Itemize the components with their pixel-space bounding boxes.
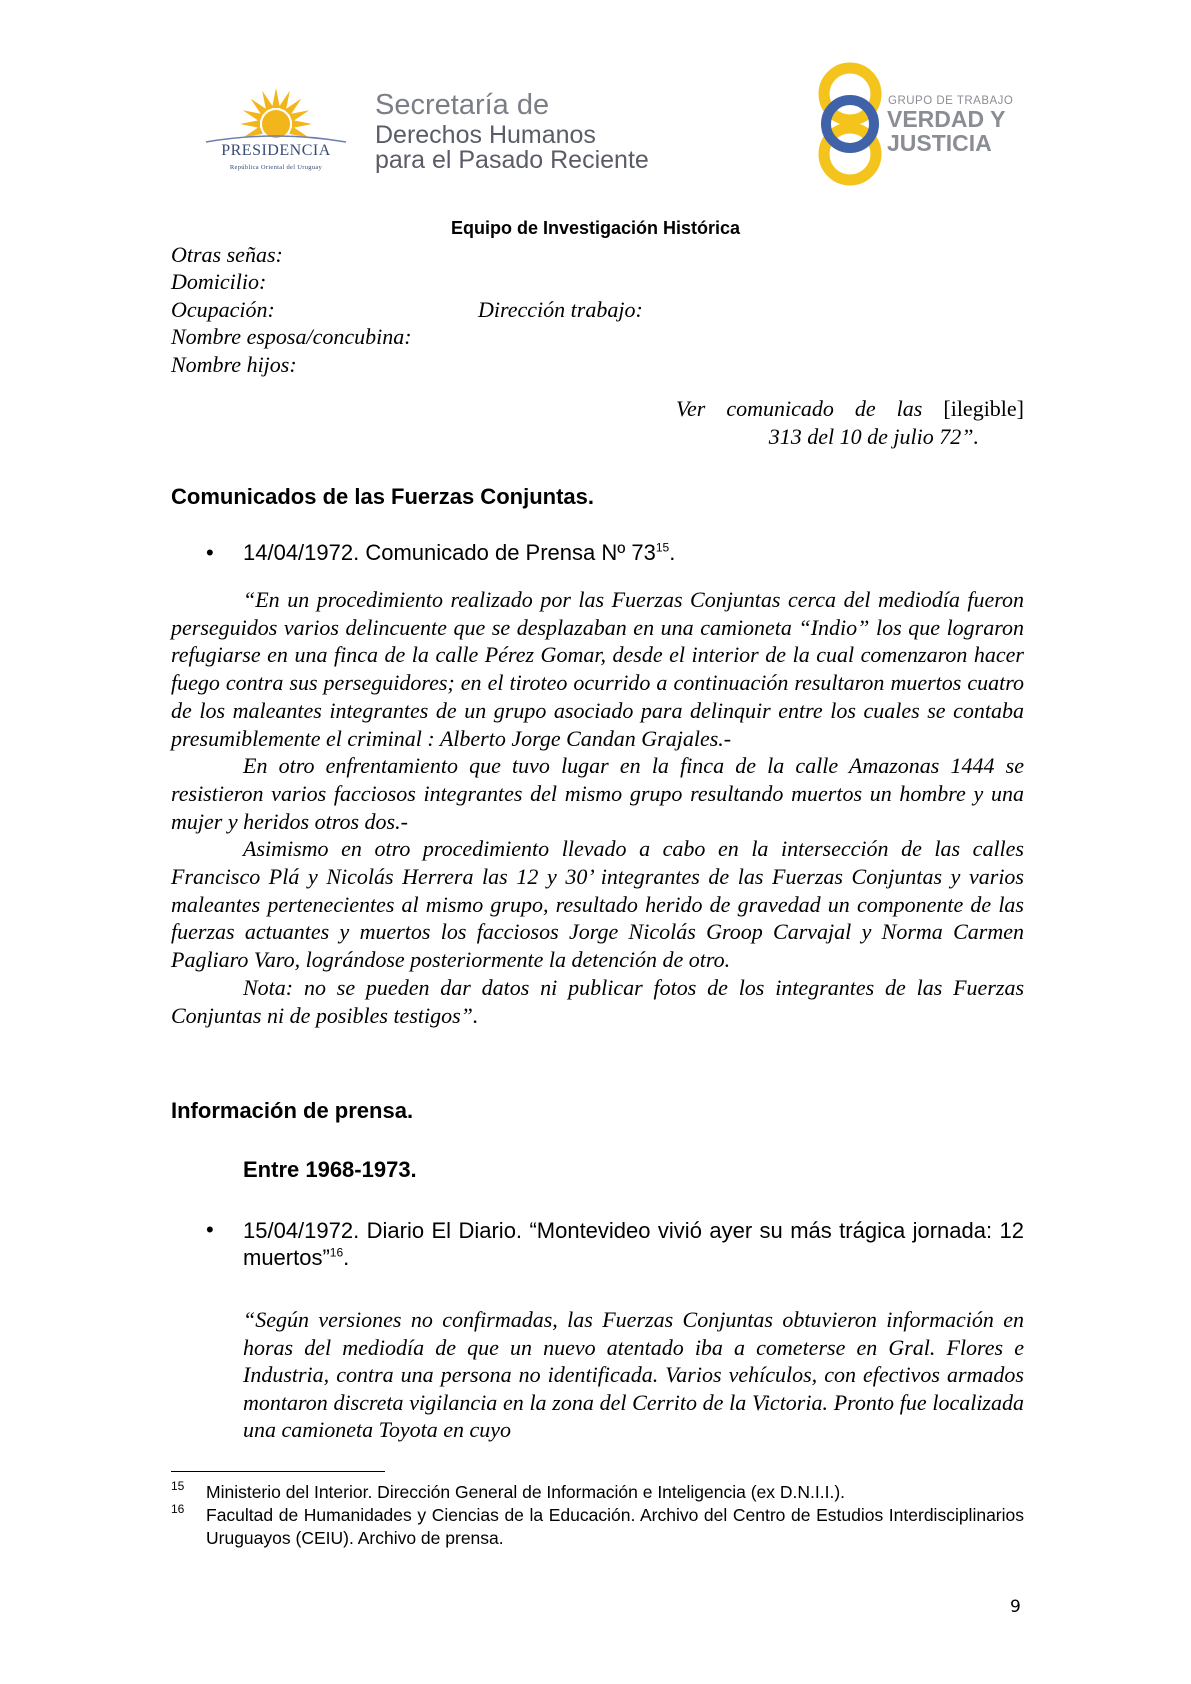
item-el-diario (243, 1217, 1024, 1271)
field-nombre-esposa: Nombre esposa/concubina: (171, 324, 412, 349)
quote-1-paragraph-3: Asimismo en otro procedimiento llevado a cabo en la intersección de las calles Francisco Plá y Nicolás Herrera las 12 y 30’ integrantes de las Fuerzas Conjuntas y varios maleantes pertenecientes al mismo grupo, resultado herido de gravedad un componente de las fuerzas actuantes y muertos los facciosos Jorge Nicolás Groop Carvajal y Norma Carmen Pagliaro Varo, lográndose posteriormente la detención de otro. (171, 836, 1024, 973)
ver-word-1: Ver (676, 396, 706, 421)
quote-1-paragraph-4: Nota: no se pueden dar datos ni publicar fotos de los integrantes de las Fuerzas Conjuntas ni de posibles testigos”. (171, 974, 1024, 1028)
field-domicilio: Domicilio: (171, 269, 267, 294)
field-ocupacion: Ocupación: (171, 297, 275, 322)
presidencia-subtitle: República Oriental del Uruguay (229, 164, 323, 171)
field-otras-senas: Otras señas: (171, 242, 283, 267)
field-nombre-hijos: Nombre hijos: (171, 352, 297, 377)
secretaria-line-1: Secretaría de (375, 89, 550, 121)
justicia-label: JUSTICIA (887, 130, 992, 156)
quote-1-paragraph-1: “En un procedimiento realizado por las Fuerzas Conjuntas cerca del mediodía fueron perseguidos varios delincuente que se desplazaban en una camioneta “Indio” los que lograron refugiarse en una finca de la calle Pérez Gomar, desde el interior de la cual comenzaron hacer fuego contra sus perseguidores; en el tiroteo ocurrido a continuación resultaron muertos cuatro de los maleantes integrantes de un grupo asociado para delinquir entre los cuales se contaba presumiblemente el criminal : Alberto Jorge Candan Grajales.- (171, 587, 1024, 751)
item-comunicado-73 (243, 540, 675, 566)
ver-comunicado-note (676, 395, 1024, 451)
section-title-prensa: Información de prensa. (171, 1098, 414, 1123)
ver-word-3: de (854, 396, 876, 421)
ver-word-4: las (896, 396, 923, 421)
presidencia-label: PRESIDENCIA (221, 142, 331, 159)
item-2-period: . (343, 1245, 350, 1270)
quote-comunicado (171, 586, 1024, 1029)
subsection-title-period: Entre 1968-1973. (243, 1157, 417, 1182)
grupo-trabajo-label: GRUPO DE TRABAJO (888, 95, 1014, 107)
verdad-label: VERDAD Y (887, 106, 1006, 132)
team-title: Equipo de Investigación Histórica (450, 218, 741, 238)
footnote-ref-15[interactable]: 15 (655, 540, 670, 555)
footnote-15-text: Ministerio del Interior. Dirección General de Información e Inteligencia (ex D.N.I.I.). (206, 1482, 846, 1502)
bullet-1: • (206, 540, 214, 565)
secretaria-line-3: para el Pasado Reciente (375, 146, 649, 174)
item-2-text: 15/04/1972. Diario El Diario. “Montevideo vivió ayer su más trágica jornada: 12 muertos” (243, 1218, 1024, 1270)
section-title-comunicados: Comunicados de las Fuerzas Conjuntas. (171, 484, 594, 509)
footnote-ref-16[interactable]: 16 (329, 1245, 344, 1260)
footnote-16-text: Facultad de Humanidades y Ciencias de la Educación. Archivo del Centro de Estudios Interdisciplinarios Uruguayos (CEIU). Archivo de prensa. (206, 1505, 1024, 1548)
bullet-2: • (206, 1217, 214, 1242)
quote-1-paragraph-2: En otro enfrentamiento que tuvo lugar en la finca de la calle Amazonas 1444 se resistieron varios facciosos integrantes del mismo grupo resultando muertos un hombre y una mujer y heridos otros dos.- (171, 753, 1024, 834)
ver-comunicado-line-2: 313 del 10 de julio 72”. (768, 424, 979, 449)
ver-word-2: comunicado (726, 396, 834, 421)
ilegible-mark: [ilegible] (943, 396, 1025, 421)
page-number: 9 (1010, 1597, 1021, 1617)
item-1-text: 14/04/1972. Comunicado de Prensa Nº 73 (243, 540, 656, 565)
footnote-16-number: 16 (171, 1502, 185, 1516)
secretaria-line-2: Derechos Humanos (375, 121, 596, 149)
footnote-divider (171, 1471, 385, 1472)
item-1-period: . (669, 540, 676, 565)
field-direccion-trabajo: Dirección trabajo: (478, 297, 643, 322)
footnote-15-number: 15 (171, 1479, 185, 1493)
quote-el-diario: “Según versiones no confirmadas, las Fuerzas Conjuntas obtuvieron información en horas del mediodía de que un nuevo atentado iba a cometerse en Gral. Flores e Industria, contra una persona no identificada. Varios vehículos, con efectivos armados montaron discreta vigilancia en la zona del Cerrito de la Victoria. Pronto fue localizada una camioneta Toyota en cuyo (243, 1307, 1024, 1443)
